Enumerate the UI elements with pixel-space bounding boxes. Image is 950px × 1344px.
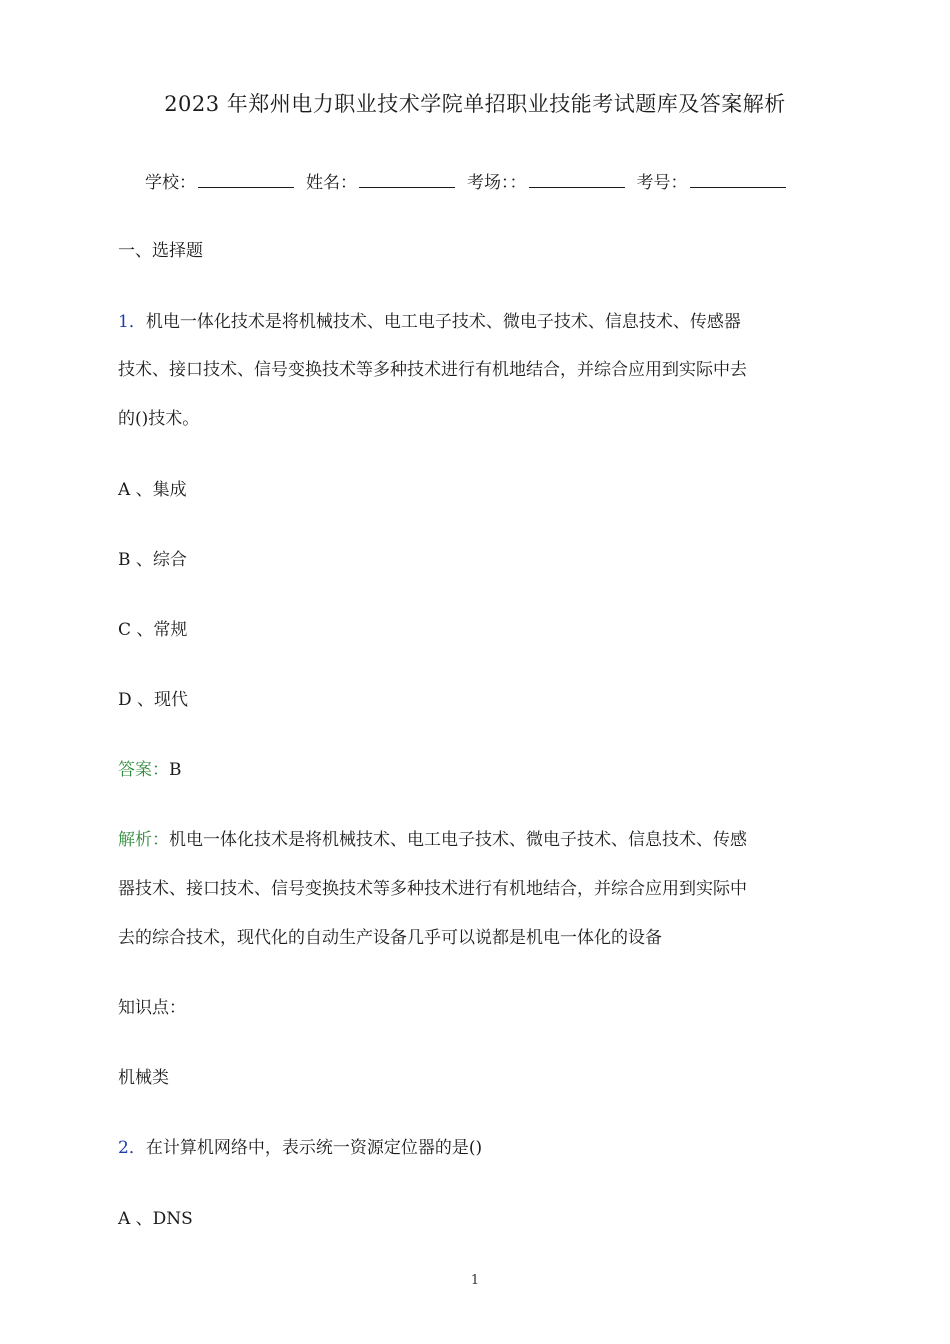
number-label: 考号：	[636, 173, 688, 193]
q1-line-1	[118, 307, 741, 332]
q1-answer	[118, 755, 182, 780]
q1-option-d: D 、现代	[118, 690, 189, 710]
name-blank	[359, 173, 455, 188]
analysis-text-3: 去的综合技术，现代化的自动生产设备几乎可以说都是机电一体化的设备	[118, 928, 662, 948]
answer-value: B	[169, 760, 182, 780]
exam-info-fields	[145, 168, 798, 193]
q1-text-1: 机电一体化技术是将机械技术、电工电子技术、微电子技术、信息技术、传感器	[145, 312, 741, 332]
number-field	[637, 168, 786, 193]
school-field	[145, 168, 294, 193]
knowledge-value: 机械类	[118, 1068, 169, 1088]
q1-option-c: C 、常规	[118, 620, 188, 640]
q2-text: 在计算机网络中，表示统一资源定位器的是()	[145, 1138, 483, 1158]
analysis-text-2: 器技术、接口技术、信号变换技术等多种技术进行有机地结合，并综合应用到实际中	[118, 879, 747, 899]
q1-text-3: 的()技术。	[118, 409, 200, 429]
q1-option-b: B 、综合	[118, 550, 187, 570]
number-blank	[690, 173, 786, 188]
room-blank	[529, 173, 625, 188]
q1-analysis-line-1	[118, 825, 747, 850]
q2-option-a: A 、DNS	[118, 1209, 193, 1229]
answer-label: 答案：	[118, 760, 169, 780]
section-heading: 一、选择题	[118, 241, 203, 261]
q2-line-1	[118, 1133, 482, 1158]
q2-number: 2．	[118, 1138, 146, 1158]
school-blank	[198, 173, 294, 188]
document-title: 2023 年郑州电力职业技术学院单招职业技能考试题库及答案解析	[164, 92, 786, 116]
analysis-label: 解析：	[118, 830, 169, 850]
q1-text-2: 技术、接口技术、信号变换技术等多种技术进行有机地结合，并综合应用到实际中去	[118, 360, 747, 380]
school-label: 学校：	[145, 173, 196, 193]
name-label: 姓名：	[306, 173, 357, 193]
page-number: 1	[470, 1273, 480, 1288]
q1-option-a: A 、集成	[118, 480, 187, 500]
room-field	[467, 168, 625, 193]
knowledge-label: 知识点：	[118, 998, 186, 1018]
name-field	[306, 168, 455, 193]
analysis-text-1: 机电一体化技术是将机械技术、电工电子技术、微电子技术、信息技术、传感	[169, 830, 747, 850]
room-label: 考场：：	[467, 173, 527, 193]
q1-number: 1．	[118, 312, 146, 332]
